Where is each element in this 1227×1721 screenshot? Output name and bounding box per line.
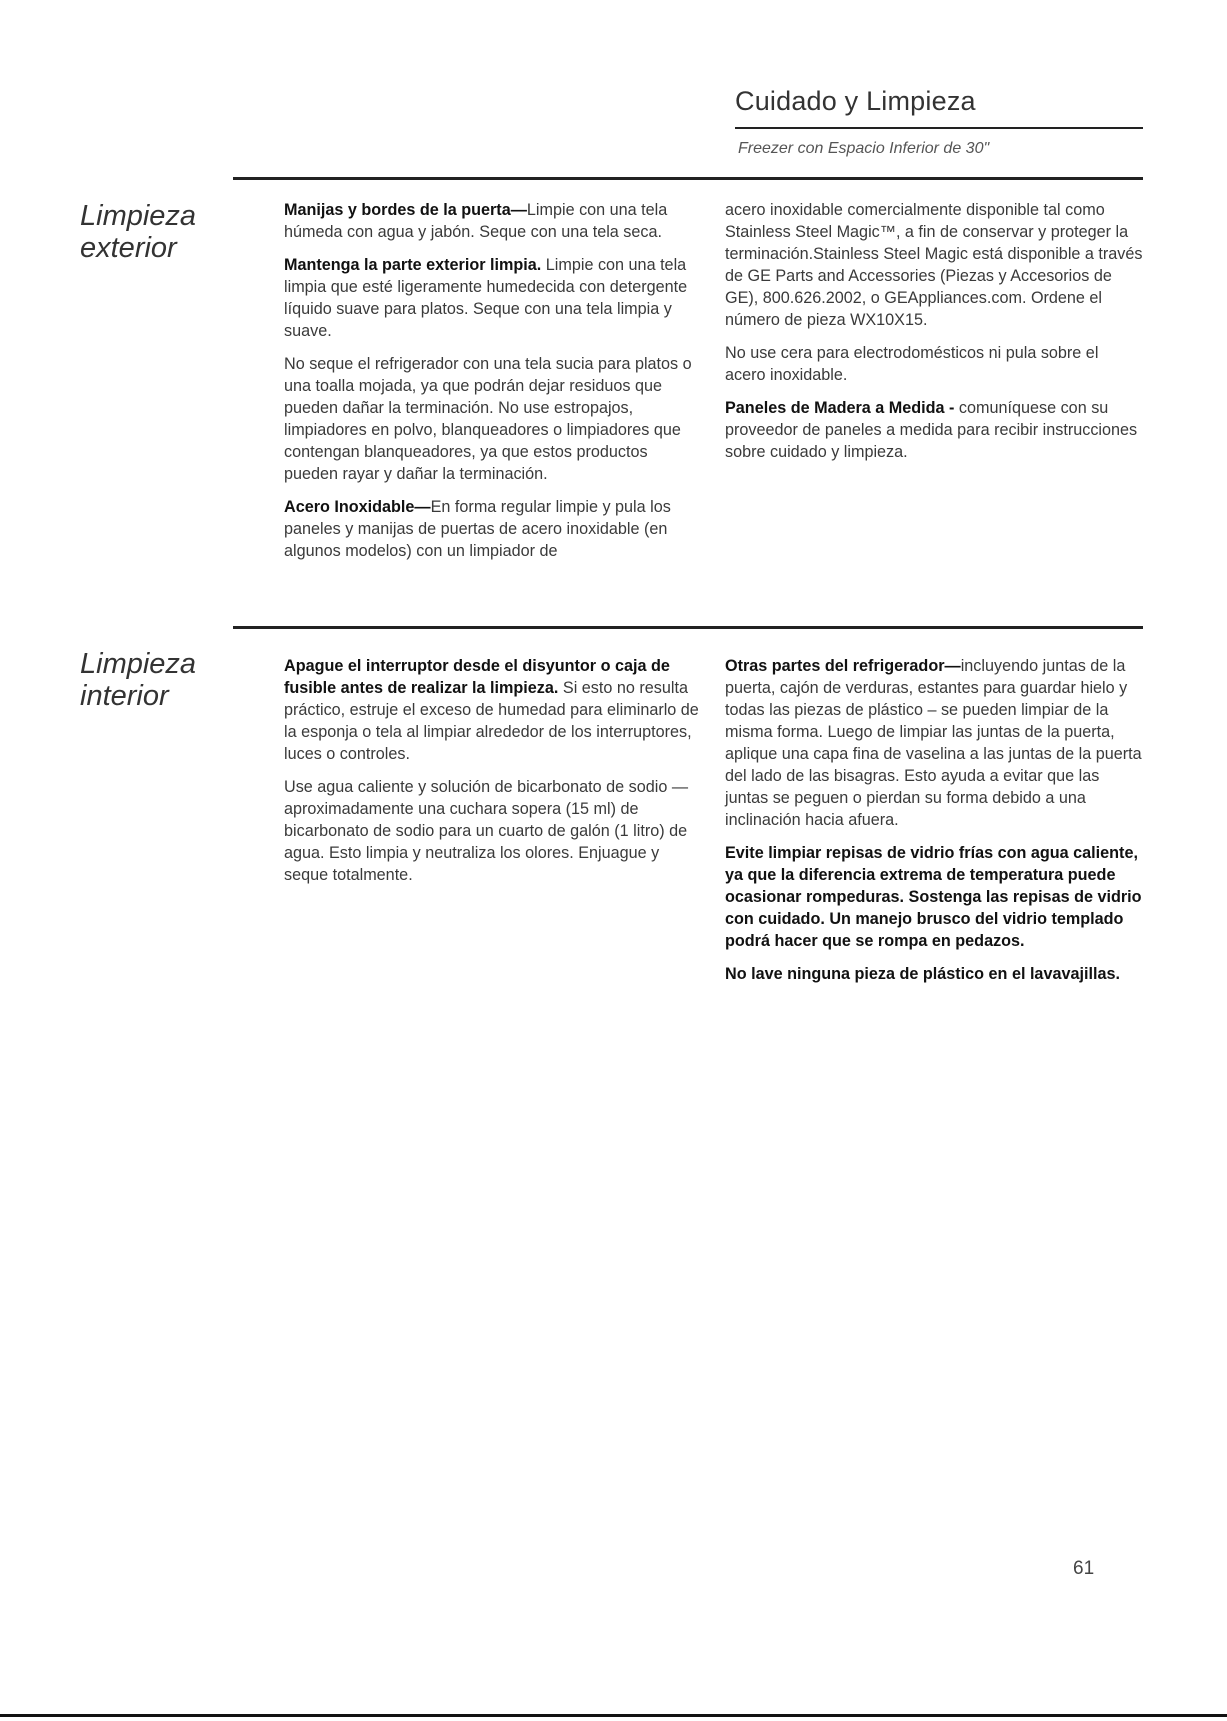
paragraph: [725, 397, 1143, 463]
section-divider-interior: [233, 626, 1143, 629]
exterior-left-column: [284, 199, 702, 573]
paragraph-text: No seque el refrigerador con una tela sucia para platos o una toalla mojada, ya que podrán dejar residuos que pueden dañar la terminación. No use estropajos, limpiadores en polvo, blanqueadores o limpiadores que contengan blanqueadores, ya que estos productos pueden rayar y dañar la terminación.: [284, 355, 692, 483]
section-heading-line: exterior: [80, 232, 177, 264]
paragraph-text: acero inoxidable comercialmente disponible tal como Stainless Steel Magic™, a fin de conservar y proteger la terminación.Stainless Steel Magic está disponible a través de GE Parts and Accessories (Piezas y Accesorios de GE), 800.626.2002, o GEAppliances.com. Ordene el número de pieza WX10X15.: [725, 201, 1143, 329]
section-heading-line: Limpieza: [80, 648, 197, 680]
paragraph-lead: Mantenga la parte exterior limpia.: [284, 256, 542, 274]
section-heading-interior: [80, 648, 196, 712]
paragraph-text: Use agua caliente y solución de bicarbonato de sodio — aproximadamente una cuchara sopera (15 ml) de bicarbonato de sodio para un cuarto de galón (1 litro) de agua. Esto limpia y neutraliza los olores. Enjuague y seque totalmente.: [284, 778, 689, 884]
paragraph: [725, 655, 1143, 831]
section-heading-line: Limpieza: [80, 200, 197, 232]
paragraph: [284, 353, 702, 485]
page-subtitle: Freezer con Espacio Inferior de 30": [738, 140, 990, 157]
paragraph: [284, 655, 702, 765]
header-rule: [735, 127, 1143, 129]
paragraph-text: Si esto no resulta práctico, estruje el exceso de humedad para eliminarlo de la esponja o tela al limpiar alrededor de los interruptores, luces o controles.: [284, 679, 699, 763]
interior-right-column: [725, 655, 1143, 996]
paragraph-text: incluyendo juntas de la puerta, cajón de verduras, estantes para guardar hielo y todas las piezas de plástico – se pueden limpiar de la misma forma. Luego de limpiar las juntas de la puerta, aplique una capa fina de vaselina a las juntas de la puerta del lado de las bisagras. Esto ayuda a evitar que las juntas se peguen o pierdan su forma debido a una inclinación hacia afuera.: [725, 657, 1142, 829]
paragraph: [284, 254, 702, 342]
section-divider-exterior: [233, 177, 1143, 180]
page-title: Cuidado y Limpieza: [735, 86, 976, 116]
paragraph-lead: Apague el interruptor desde el disyuntor o caja de fusible antes de realizar la limpieza.: [284, 657, 670, 697]
section-heading-exterior: [80, 200, 196, 264]
paragraph-text: Limpie con una tela húmeda con agua y jabón. Seque con una tela seca.: [284, 201, 668, 241]
section-heading-line: interior: [80, 680, 169, 712]
paragraph-text: comuníquese con su proveedor de paneles a medida para recibir instrucciones sobre cuidado y limpieza.: [725, 399, 1138, 461]
warning-paragraph: No lave ninguna pieza de plástico en el lavavajillas.: [725, 965, 1120, 983]
paragraph: [284, 496, 702, 562]
paragraph-lead: Acero Inoxidable—: [284, 498, 431, 516]
paragraph-text: Limpie con una tela limpia que esté ligeramente humedecida con detergente líquido suave para platos. Seque con una tela limpia y suave.: [284, 256, 688, 340]
page-number: 61: [1073, 1558, 1095, 1579]
paragraph-lead: Paneles de Madera a Medida -: [725, 399, 959, 417]
paragraph: [284, 199, 702, 243]
exterior-right-column: [725, 199, 1143, 474]
paragraph: [725, 342, 1143, 386]
paragraph-text: En forma regular limpie y pula los paneles y manijas de puertas de acero inoxidable (en algunos modelos) con un limpiador de: [284, 498, 671, 560]
paragraph: [725, 199, 1143, 331]
paragraph-lead: Manijas y bordes de la puerta—: [284, 201, 527, 219]
paragraph: [284, 776, 702, 886]
warning-paragraph: Evite limpiar repisas de vidrio frías con agua caliente, ya que la diferencia extrema de temperatura puede ocasionar rompeduras. Sostenga las repisas de vidrio con cuidado. Un manejo brusco del vidrio templado podrá hacer que se rompa en pedazos.: [725, 844, 1142, 950]
paragraph-lead: Otras partes del refrigerador—: [725, 657, 961, 675]
bottom-rule: [0, 1714, 1227, 1717]
paragraph-text: No use cera para electrodomésticos ni pula sobre el acero inoxidable.: [725, 344, 1099, 384]
interior-left-column: [284, 655, 702, 897]
